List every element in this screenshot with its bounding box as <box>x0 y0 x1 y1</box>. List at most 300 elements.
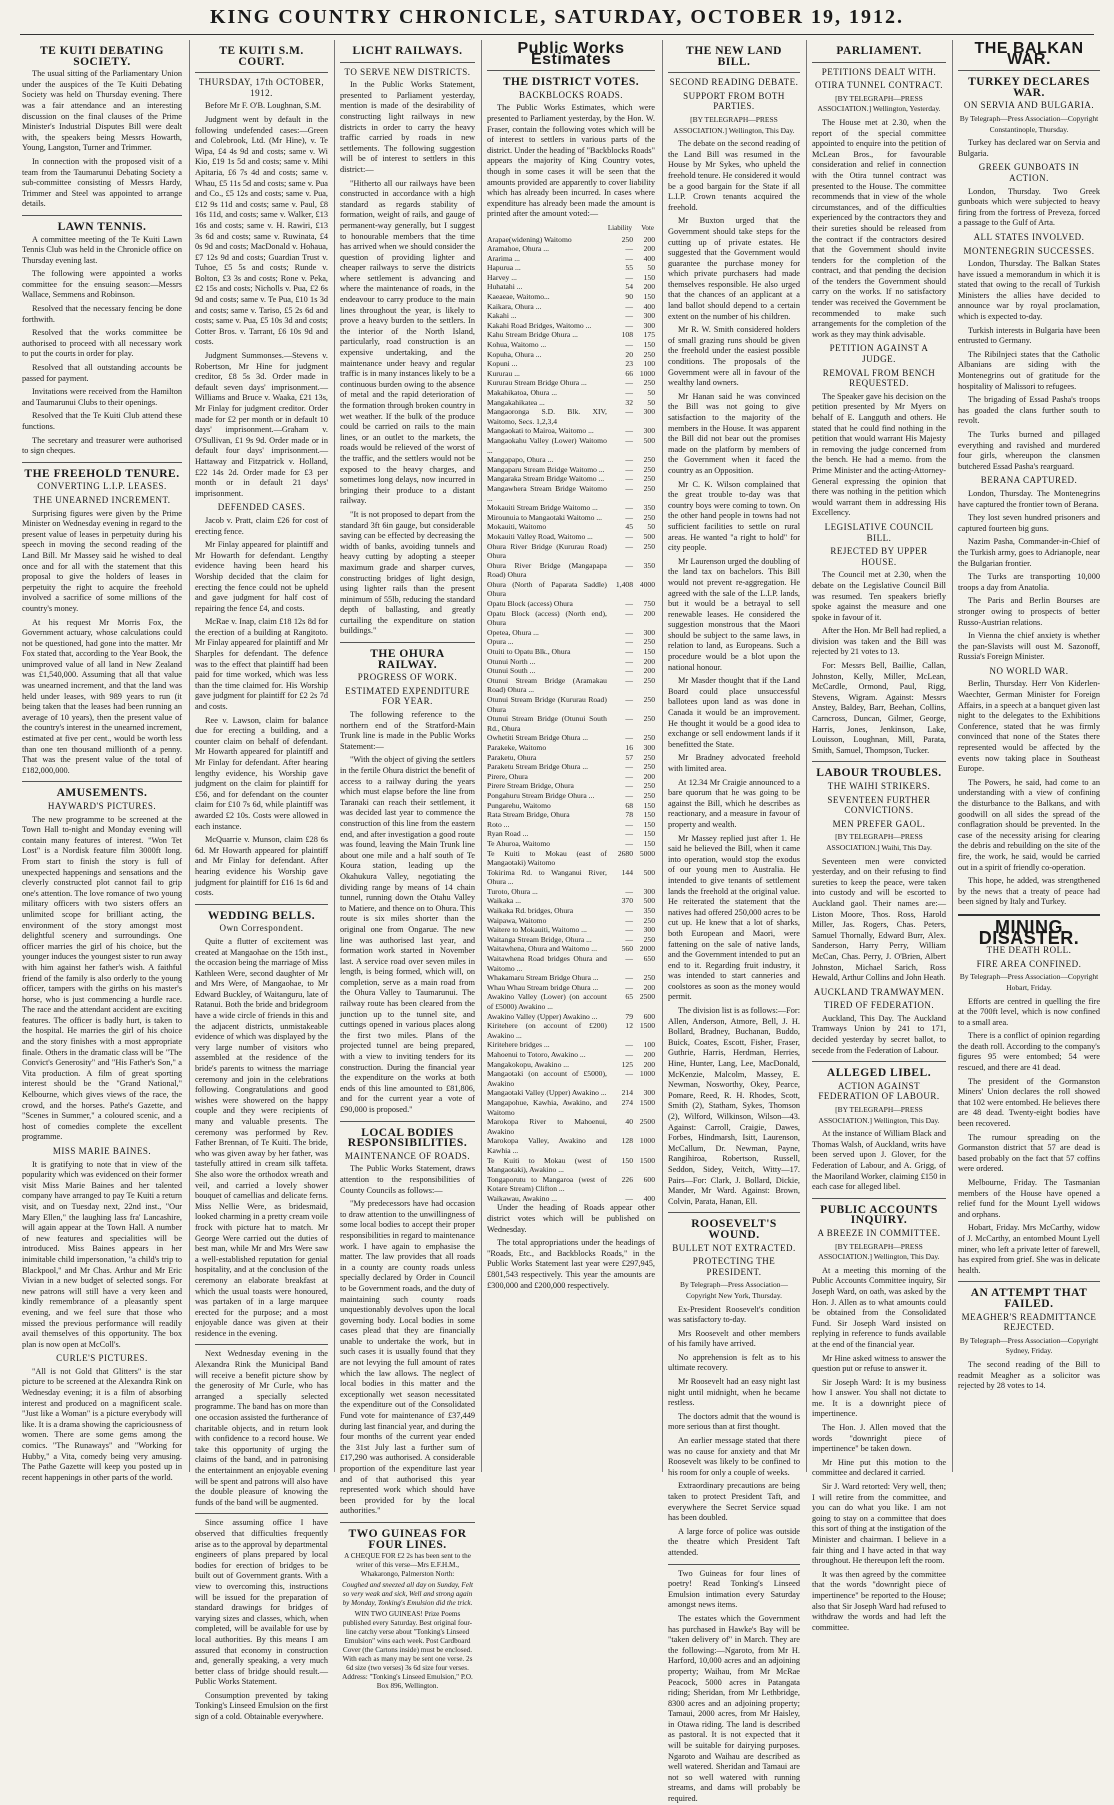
item-liability: — <box>625 301 633 311</box>
table-row <box>487 388 655 398</box>
table-row <box>487 1069 655 1088</box>
item-liability: 66 <box>625 368 633 378</box>
item-vote: 200 <box>643 608 655 618</box>
item-name: Kakahi Road Bridges, Waitomo ... <box>487 320 592 330</box>
estimates-body <box>487 235 655 1204</box>
item-liability: — <box>625 954 633 964</box>
item-liability: — <box>625 512 633 522</box>
headline: ALLEGED LIBEL. <box>826 1067 932 1080</box>
divider <box>487 70 655 71</box>
subheadline: CONVERTING L.I.P. LEASES. <box>37 481 167 492</box>
headline: WEDDING BELLS. <box>207 909 316 922</box>
paragraph: In the Public Works Statement, presented to Parliament yesterday, mention is made of the desirability of constructing light railways in new districts in order to carry the heavy traffic carried by roads in new settlements. The following suggestion will be of interest to settlers in this district:— <box>340 80 475 174</box>
item-name: Marokopa Valley, Awakino and Kawhia ... <box>487 1136 607 1155</box>
item-liability: — <box>625 378 633 388</box>
item-vote: 200 <box>643 282 655 292</box>
item-vote: 150 <box>643 272 655 282</box>
paragraph: The debate on the second reading of the Land Bill was resumed in the House by Mr Sykes, who upheld the freehold tenure. He considered it would be a good bargain for the State if all L.I.P. Crown tenants acquired the freehold. <box>668 139 800 212</box>
paragraph: Surprising figures were given by the Prime Minister on Wednesday evening in regard to the present value of leases in perpetuity during his speech in moving the second reading of the Land Bill. Mr Massey said he wished to deal once and for all with the statement that this proposal to give the holders of leases in perpetuity the right to acquire the freehold involved a sacrifice of some millions of the country's money. <box>22 508 182 613</box>
item-liability: — <box>625 541 633 551</box>
paragraph: No apprehension is felt as to his ultimate recovery. <box>668 1352 800 1373</box>
item-name: Marokopa River to Mahoenui, Awakino <box>487 1117 607 1136</box>
subheadline: NO WORLD WAR. <box>989 665 1069 676</box>
paragraph: A committee meeting of the Te Kuiti Lawn Tennis Club was held in the Chronicle office on Thursday evening last. <box>22 234 182 265</box>
item-liability: 68 <box>625 800 633 810</box>
item-vote: 200 <box>643 1059 655 1069</box>
divider <box>812 761 946 762</box>
item-vote: 150 <box>643 819 655 829</box>
item-vote: 50 <box>647 388 655 397</box>
divider <box>195 1513 328 1514</box>
paragraph: Extraordinary precautions are being taken to protect President Taft, and everywhere the Secret Service squad has been doubled. <box>668 1481 800 1523</box>
item-vote: 400 <box>643 301 655 311</box>
table-row <box>487 522 655 532</box>
estimates-table <box>487 223 655 1204</box>
item-vote: 200 <box>643 771 655 781</box>
item-liability: — <box>625 503 633 513</box>
table-row <box>487 599 655 609</box>
item-name: Kururau ... <box>487 368 520 378</box>
item-name: Mangaraka Stream Bridge Waitomo ... <box>487 474 605 484</box>
item-name: Otunui Stream Bridge (Aramakau Road) Ohura ... <box>487 675 607 695</box>
byline: By Telegraph—Press Association—Copyright Sydney, Friday. <box>959 1335 1099 1356</box>
paragraph: The Turks burned and pillaged everything and ravished and murdered four girls, whereupon the clansmen butchered Essad Pasha's rearguard. <box>958 430 1100 471</box>
column-3 <box>340 40 476 1691</box>
advert-text: A CHEQUE FOR £2 2s has been sent to the writer of this verse—Mrs E.F.H.M., Whakarongo, Palmerston North: <box>344 1552 471 1579</box>
paragraph: "All is not Gold that Glitters" is the star picture to be screened at the Alexandra Rink on Wednesday evening; it is a film of absorbing interest and produced on a magnificent scale. "Just like a Woman" is a picture everybody will like. It is a drama showing the capriciousness of women. There are some gems among the comics. "The Runaways" and "Working for Hubby," a Vita, comedy being very amusing. The Pathe Gazette will keep you posted up in recent happenings in other parts of the world. <box>22 1366 182 1482</box>
table-row <box>487 244 655 254</box>
table-row <box>487 657 655 667</box>
column-7 <box>958 40 1100 1474</box>
item-name: Otunui Stream Bridge (Kururau Road) Ohura <box>487 695 607 714</box>
item-vote: 150 <box>643 810 655 820</box>
subheadline: PETITIONS DEALT WITH. <box>821 66 937 77</box>
item-vote: 200 <box>643 1049 655 1059</box>
headline: THE NEW LAND BILL. <box>686 45 782 68</box>
item-liability: 20 <box>625 349 633 359</box>
item-name: Otunui South ... <box>487 666 536 676</box>
item-liability: — <box>625 666 633 676</box>
subheadline: PETITION AGAINST A JUDGE. <box>829 343 929 365</box>
item-vote: 5000 <box>639 848 655 858</box>
item-liability: — <box>625 1049 633 1059</box>
column-4 <box>487 40 655 1474</box>
item-vote: 150 <box>643 838 655 848</box>
paragraph: Quite a flutter of excitement was created at Mangaohae on the 15th inst., the occasion being the marriage of Miss Kathleen Were, second daughter of Mr and Mrs Were, of Mangaohae, to Mr Edward Buckley, of Waitanguru, late of Ratanui. Both the bride and bridegroom have a wide circle of friends in this and the adjacent districts, unmistakeable evidence of which was displayed by the very large number of visitors who assembled at the residence of the bride's parents to witness the marriage ceremony and join in the celebrations following. Congratulations and good wishes were showered on the happy couple and they were recipients of many and valuable presents. The ceremony was performed by Rev. Father Brennan, of Te Kuiti. The bride, who was given away by her father, was tastefully attired in cream silk taffeta. She also wore the orthodox wreath and veil, and carried a lovely shower bouquet of camellias and delicate ferns. Miss Nellie Were, as bridesmaid, looked charming in a pretty cream voile frock with picture hat to match. Mr George Were carried out the duties of best man, while Mr and Mrs Were saw a well-established reputation for genial hospitality, and at the conclusion of the ceremony an elaborate breakfast at which the usual toasts were honoured, was partaken of in a large marquee erected for the purpose; and a most enjoyable dance was given at their residence in the evening. <box>195 936 328 1338</box>
item-vote: 300 <box>643 1088 655 1098</box>
headline: THE FREEHOLD TENURE. <box>24 467 180 480</box>
table-row <box>487 580 655 599</box>
item-vote: 2000 <box>639 944 655 954</box>
paragraph: Mr Buxton urged that the Government should take steps for the cutting up of private estates. He suggested that the Government would guarantee the purchase money for which private purchasers had made themselves responsible. He also urged that the chances of an applicant at a land ballot should depend to a certain extent on the number of his children. <box>668 216 800 321</box>
subheadline: CURLE'S PICTURES. <box>56 1353 148 1364</box>
table-row <box>487 733 655 743</box>
item-name: Waitanga Stream Bridge, Ohura ... <box>487 934 592 944</box>
paragraph: At the instance of William Black and Thomas Walsh, of Auckland, writs have been served upon J. Glover, for the Federation of Labour, and A. Grigg, of the Maoriland Worker, claiming £150 in each case for alleged libel. <box>812 1129 946 1192</box>
item-vote: 100 <box>643 1040 655 1050</box>
table-row <box>487 944 655 954</box>
paragraph: Efforts are centred in quelling the fire at the 700ft level, which is now confined to a small area. <box>958 996 1100 1027</box>
divider <box>340 1522 475 1523</box>
item-vote: 500 <box>643 531 655 541</box>
table-row <box>487 465 655 475</box>
item-vote: 250 <box>643 512 655 522</box>
item-liability: — <box>625 531 633 541</box>
table-row <box>487 973 655 983</box>
subheadline: MAINTENANCE OF ROADS. <box>344 1150 471 1161</box>
item-liability: 78 <box>625 810 633 820</box>
item-name: Parakeke, Waitomo <box>487 742 547 752</box>
table-row <box>487 302 655 312</box>
item-name: Kakahi ... <box>487 311 517 321</box>
item-name: Paraketu, Ohura <box>487 752 537 762</box>
table-row <box>487 455 655 465</box>
divider <box>340 1121 475 1122</box>
table-row <box>487 868 655 887</box>
table-row <box>487 1156 655 1175</box>
paragraph: Hobart, Friday. Mrs McCarthy, widow of J. McCarthy, an entombed Mount Lyell miner, who left a private letter of farewell, has expired from grief. She was in delicate health. <box>958 1223 1100 1275</box>
item-name: Opetea, Ohura ... <box>487 627 539 637</box>
item-name: Opura ... <box>487 637 514 647</box>
item-vote: 300 <box>643 311 655 321</box>
table-row <box>487 666 655 676</box>
item-vote: 200 <box>643 244 655 254</box>
item-liability: 57 <box>625 752 633 762</box>
headline: TE KUITI DEBATING SOCIETY. <box>40 45 164 68</box>
divider <box>195 904 328 905</box>
column-1 <box>22 40 182 1482</box>
item-vote: 300 <box>643 886 655 896</box>
table-row <box>487 695 655 714</box>
subheadline: MONTENEGRIN SUCCESSES. <box>963 245 1095 256</box>
item-liability: 128 <box>621 1136 633 1146</box>
paragraph: Mr Roosevelt had an easy night last night until midnight, when he became restless. <box>668 1377 800 1408</box>
divider <box>668 72 800 73</box>
item-name: Kohua, Waitomo ... <box>487 340 547 350</box>
item-vote: 250 <box>643 733 655 743</box>
item-vote: 2500 <box>639 1117 655 1127</box>
paragraph: Berlin, Thursday. Herr Von Kiderlen-Waechter, German Minister for Foreign Affairs, in a speech at a banquet given last night to the delegates to the Exhibitions Conference, stated that he was firmly convinced that none of the States there represented would be affected by the events now taking place in Southeast Europe. <box>958 679 1100 774</box>
paragraph: Mr Bradney advocated freehold with limited area. <box>668 753 800 773</box>
table-row <box>487 1050 655 1060</box>
item-vote: 250 <box>643 781 655 791</box>
item-vote: 350 <box>643 503 655 513</box>
item-name: Owhetiti Stream Bridge Ohura ... <box>487 733 589 743</box>
paragraph: The Public Works Estimates, which were presented to Parliament yesterday, by the Hon. W. Fraser, contain the following votes which will be of interest to settlers in various parts of the district. Under the heading of "Backblocks Roads" appears the majority of King Country votes, though in some cases it will be seen that the amounts provided are apparently to cover liability which has already been incurred. In cases where expenditure has already been made the amount is printed after the amount voted:— <box>487 103 655 219</box>
paragraph: "My predecessors have had occasion to draw attention to the unwillingness of some local bodies to accept their proper responsibilities in regard to maintenance work. I have again to emphasise the matter. The law provides that all roads in a county are county roads unless specially declared by Order in Council to be Government roads, and the duty of maintaining such county roads unquestionably devolves upon the local governing body. Local bodies in some cases plead that they are financially unable to undertake the work, but in such cases it is usually found that they are not levying the full amount of rates which the law allows. The neglect of local bodies in this matter and the exceptionally wet season necessitated the expenditure out of the Consolidated Fund vote for maintenance of £37,449 during last financial year, and during the four months of the current year ended the 31st July last a further sum of £17,290 was authorised. A considerable proportion of the expenditure last year and of that authorised this year represented work which should have been provided for by the local authorities." <box>340 1199 475 1516</box>
paragraph: Resolved that all outstanding accounts be passed for payment. <box>22 363 182 383</box>
subheadline: REJECTED BY UPPER HOUSE. <box>830 546 928 567</box>
table-row <box>487 647 655 657</box>
item-vote: 500 <box>643 435 655 445</box>
subheadline: MEAGHER'S READMITTANCE REJECTED. <box>961 1311 1097 1333</box>
item-name: Aramahoe, Ohura ... <box>487 244 549 254</box>
table-row <box>487 340 655 350</box>
item-liability: — <box>625 647 633 657</box>
item-vote: 600 <box>643 1174 655 1184</box>
subheadline: LEGISLATIVE COUNCIL BILL. <box>824 521 934 543</box>
byline: By Telegraph—Press Association—Copyright New York, Thursday. <box>679 1280 789 1300</box>
item-liability: 16 <box>625 742 633 752</box>
paragraph: An earlier message stated that there was no cause for anxiety and that Mr Roosevelt was likely to be confined to his room for only a couple of weeks. <box>668 1436 800 1477</box>
item-name: Mangaokahu Valley (Lower) Waitomo ... <box>487 435 607 455</box>
item-liability: — <box>625 474 633 484</box>
item-name: Pongahuru Stream Bridge Ohura ... <box>487 790 595 800</box>
item-name: Opatu Block (access) (North end), Ohura <box>487 608 607 628</box>
item-name: Kopuha, Ohura ... <box>487 349 542 359</box>
item-liability: 23 <box>625 359 633 369</box>
table-row <box>487 426 655 436</box>
paragraph: Turkish interests in Bulgaria have been entrusted to Germany. <box>958 325 1100 346</box>
table-row <box>487 762 655 772</box>
subheadline: FIRE AREA CONFINED. <box>976 958 1082 969</box>
headline: LICHT RAILWAYS. <box>352 45 463 57</box>
table-row <box>487 282 655 292</box>
item-name: Pungarehu, Waitomo <box>487 800 551 810</box>
item-liability: — <box>625 637 633 647</box>
paragraph: Seventeen men were convicted yesterday, and on their refusing to find sureties to keep the peace, were taken into custody and will be escorted to Auckland gaol. Their names are:—Liston Moore, Thos. Ross, Harold Miller, Jas. Rogers, Chas. Peters, Samuel Thornally, Edward Burr, Alex. Sanderson, Harry Perry, William McCan, Chas. Perry, J. O'Brien, Albert Johnston, Michael Sarich, Ross Hewald, Arthur Collins and John Heath. <box>812 856 946 983</box>
masthead: KING COUNTRY CHRONICLE, SATURDAY, OCTOBER 19, 1912. <box>210 6 904 28</box>
table-row <box>487 407 655 426</box>
paragraph: Ex-President Roosevelt's condition was satisfactory to-day. <box>668 1304 800 1325</box>
item-vote: 1000 <box>639 1069 655 1079</box>
item-name: Huhatahi ... <box>487 282 523 292</box>
item-vote: 1500 <box>639 1155 655 1165</box>
item-vote: 4000 <box>639 579 655 589</box>
item-vote: 500 <box>643 896 655 906</box>
item-name: Waipawa, Waitomo <box>487 915 547 925</box>
item-liability: 370 <box>621 896 633 906</box>
paragraph: Judgment Summonses.—Stevens v. Robertson, Mr Hine for judgment creditor, £8 5s 3d. Order made in default seven days' imprisonment.—Williams and Bruce v. Waaka, £21 13s, Mr Finlay for judgment creditor. Order made for £2 per month or in default 10 days' imprisonment.—Graham v. O'Sullivan, £1 9s 9d. Order made or in default four days' imprisonment.—Hattaway and Fitzpatrick v. Holland, £22 14s 2d. Order made for £3 per month or in default 21 days' imprisonment. <box>195 351 328 498</box>
table-row <box>487 753 655 763</box>
table-row <box>487 839 655 849</box>
item-name: Mangaokati to Mairoa, Waitomo ... <box>487 426 594 436</box>
table-row <box>487 398 655 408</box>
paragraph: Resolved that the necessary fencing be done forthwith. <box>22 304 182 324</box>
item-liability: 55 <box>625 263 633 273</box>
item-vote: 150 <box>643 647 655 657</box>
item-name: Ararima ... <box>487 253 520 263</box>
table-row <box>487 609 655 628</box>
item-name: Otunui Stream Bridge (Otunui South Rd., Ohura <box>487 714 607 733</box>
item-name: Ohura (North of Paparata Saddle) Ohura <box>487 579 607 599</box>
table-row <box>487 992 655 1011</box>
column-5 <box>668 40 800 1804</box>
divider <box>668 1564 800 1565</box>
table-row <box>487 359 655 369</box>
item-vote: 250 <box>643 349 655 359</box>
item-vote: 1000 <box>639 368 655 378</box>
item-liability: 226 <box>621 1174 633 1184</box>
item-liability: — <box>625 599 633 609</box>
headline: PARLIAMENT. <box>836 45 922 57</box>
byline: By Telegraph—Press Association—Copyright Constantinople, Thursday. <box>959 113 1099 134</box>
masthead-rule <box>20 34 1094 35</box>
paragraph: It is gratifying to note that in view of the popularity which was evidenced on their former visit Miss Marie Baines and her talented company have arranged to pay Te Kuiti a return visit, and on Tuesday next, 22nd inst., "Our Mary Ellen," the laughing lass fra' Lancashire, will again appear at the Town Hall. A number of new features and specialities will be introduced. Miss Baines appears in her inimitable child impersonation, "a child's trip to Blackpool," and Mr Chas. Arthur and Mr Eric Vivian in a new budget of selected songs. For new patrons will still have a very keen and kindly remembrance of a pleasantly spent evening, and we feel sure that those who missed the previous performance will readily avail themselves of this opportunity. The box plan is now open at McColl's. <box>22 1159 182 1349</box>
item-liability: — <box>625 829 633 839</box>
item-liability: — <box>625 320 633 330</box>
item-name: Mokauiti Stream Bridge Waitomo ... <box>487 503 598 513</box>
byline: [BY TELEGRAPH—PRESS ASSOCIATION.] Wellington, This Day. <box>818 1105 940 1125</box>
item-name: Waitawhena, Ohura and Waitomo ... <box>487 944 597 954</box>
divider <box>958 70 1100 71</box>
table-row <box>487 896 655 906</box>
item-liability: — <box>625 407 633 417</box>
item-liability: — <box>625 915 633 925</box>
item-vote: 750 <box>643 599 655 609</box>
table-row <box>487 801 655 811</box>
headline: TURKEY DECLARES WAR. <box>968 76 1090 99</box>
paragraph: The usual sitting of the Parliamentary Union under the auspices of the Te Kuiti Debating Society was held on Thursday evening. There was a fair attendance and an interesting discussion on the final clauses of the Prime Minister's Industrial Disputes Bill were dealt with, the speakers being Messrs Howarth, Young, Langston, Turner and Trimmer. <box>22 69 182 153</box>
headline: Public Works Estimates <box>517 40 625 68</box>
paragraph: Mr Massey replied just after 1. He said he believed the Bill, when it came into operation, would stop the exodus of our young men to Australia. He intended to give tenants of settlement lands the freehold at the original value. He reiterated the statement that the natives had offered 250,000 acres to be cut up. He knew that a lot of sharks, both European and Maori, were fattening on the sale of native lands, and the Government intended to put an end to it. Regarding fruit industry, it was intended to start canneries and coolstores as soon as the money would permit. <box>668 833 800 1002</box>
item-liability: — <box>625 388 633 397</box>
paragraph: Mr Masder thought that if the Land Board could place unsuccessful ballotees upon land as was done in Canada it would be an improvement. He thought it would be a good idea to exchange or sell endowment lands if it benefitted the State. <box>668 676 800 749</box>
table-row <box>487 369 655 379</box>
paragraph: At a meeting this morning of the Public Accounts Committee inquiry, Sir Joseph Ward, on oath, was asked by the Hon. J. Allen as to what amounts could be obtained from the Consolidated Fund. Sir Joseph Ward insisted on replying in reference to funds available at the end of the financial year. <box>812 1265 946 1349</box>
paragraph: At 12.34 Mr Craigie announced to a bare quorum that he was going to be against the Bill, which he describes as reactionary, and a measure in favour of property and wealth. <box>668 777 800 829</box>
paragraph: Nazim Pasha, Commander-in-Chief of the Turkish army, goes to Adrianople, near the Bulgarian frontier. <box>958 537 1100 568</box>
item-vote: 400 <box>643 1193 655 1203</box>
paragraph: Mr Hine put this motion to the committee and declared it carried. <box>812 1457 946 1478</box>
item-vote: 1500 <box>639 1021 655 1031</box>
table-row <box>487 781 655 791</box>
paragraph: Mr Hine asked witness to answer the question put or refuse to answer it. <box>812 1353 946 1374</box>
item-vote: 200 <box>643 666 655 676</box>
item-vote: 250 <box>643 790 655 800</box>
item-name: Kahu Stream Bridge Ohura ... <box>487 330 578 340</box>
item-vote: 250 <box>643 637 655 647</box>
table-row <box>487 273 655 283</box>
paragraph: It was then agreed by the committee that the words "downright piece of impertinence" be reported to the House; also that Sir Joseph Ward had refused to withdraw the words and had left the committee. <box>812 1569 946 1632</box>
paragraph: Mr Finlay appeared for plaintiff and Mr Howarth for defendant. Lengthy evidence having been heard his Worship decided that the claim for erecting the fence could not be upheld and gave judgment for half cost of repairing the fence £4, and costs. <box>195 540 328 613</box>
paragraph: Sir Joseph Ward: It is my business how I answer. You shall not dictate to me. It is a downright piece of impertinence. <box>812 1377 946 1419</box>
column-rule <box>481 40 482 1472</box>
headline: TWO GUINEAS FOR FOUR LINES. <box>348 1527 467 1551</box>
item-vote: 250 <box>643 464 655 474</box>
paragraph: In connection with the proposed visit of a team from the Taumarunui Debating Society a sub-committee consisting of Messrs Hardy, Trimmer and Steel was appointed to arrange details. <box>22 156 182 209</box>
item-name: Pirere, Ohura <box>487 771 528 781</box>
paragraph: A large force of police was outside the theatre which President Taft attended. <box>668 1526 800 1557</box>
paragraph: McRae v. Inap, claim £18 12s 8d for the erection of a building at Rangitoto. Mr Finlay appeared for plaintiff and Mr Sharples for defendant. The defence was to the effect that plaintiff had been paid for time worked, which was less than the time claimed for. His Worship gave judgment for plaintiff for £2 2s 7d and costs. <box>195 617 328 712</box>
item-liability: — <box>625 627 633 637</box>
item-liability: — <box>625 464 633 474</box>
item-name: Te Kuiti to Mokau (west of Mangaotaki), Awakino ... <box>487 1155 607 1175</box>
item-name: Tongaporutu to Mangaroa (west of Kotare Stream) Clifton ... <box>487 1174 607 1194</box>
paragraph: The Powers, he said, had come to an understanding with a view of confining the disturbance to the Balkans, and with goodwill on all sides the spread of the conflagration should be prevented. In the case of the necessity arising for clearing the debris and rebuilding on the site of the fire, the work, he said, would be carried out in a spirit of friendly co-operation. <box>958 777 1100 872</box>
subheadline: BACKBLOCKS ROADS. <box>518 89 624 100</box>
paragraph: There is a conflict of opinion regarding the death roll. According to the company's figures 95 were entombed; 54 were rescued, and there are 41 dead. <box>958 1031 1100 1073</box>
table-row <box>487 503 655 513</box>
paragraph: Mr Hanan said he was convinced the Bill was not going to give satisfaction to the majority of the members in the House. It was apparent the Bill did not bear out the promises made on the platform by members of the Government when it faced the country as an Opposition. <box>668 391 800 475</box>
paragraph: Mrs Roosevelt and other members of his family have arrived. <box>668 1328 800 1349</box>
table-row <box>487 935 655 945</box>
paragraph: Jacob v. Pratt, claim £26 for cost of erecting fence. <box>195 515 328 536</box>
subheadline: MISS MARIE BAINES. <box>52 1146 152 1156</box>
paragraph: The Ribilnjeci states that the Catholic Albanians are siding with the Montenegrins out of gratitude for the hospitality of Malissori to refugees. <box>958 349 1100 391</box>
item-liability: — <box>625 973 633 983</box>
divider <box>812 1198 946 1199</box>
divider <box>812 1061 946 1062</box>
item-name: Kopuni ... <box>487 359 518 369</box>
paragraph: At his request Mr Morris Fox, the Government actuary, whose calculations could not be questioned, had gone into the matter. Mr Fox stated that, according to the Year Book, the unimproved value of all land in New Zealand was £1,540,000. Assuming that all that value was unearned increment, and that the land was held under leases, with 989 years to run (it being taken that the leases had been running an average of 10 years), then the present value of the country's interest in the unearned increment, estimated at five per cent., would be worth less than one ten thousand millionth of a penny. That was the present value of the total of £182,000,000. <box>22 617 182 775</box>
subheadline: OTIRA TUNNEL CONTRACT. <box>814 80 944 91</box>
table-row <box>487 1040 655 1050</box>
item-liability: 12 <box>625 1021 633 1031</box>
subheadline: TO SERVE NEW DISTRICTS. <box>344 66 471 77</box>
table-row <box>487 849 655 868</box>
paragraph: The total appropriations under the headings of "Roads, Etc., and Backblocks Roads," in the Public Works Statement last year were £297,945, £801,543 respectively. This year the amounts are £300,000 and £200,000 respectively. <box>487 1238 655 1290</box>
table-row <box>487 810 655 820</box>
subheadline: ALL STATES INVOLVED. <box>973 231 1085 242</box>
item-liability: — <box>625 560 633 570</box>
table-row <box>487 350 655 360</box>
item-name: Harvey ... <box>487 272 517 282</box>
paragraph: After the Hon. Mr Bell had replied, a division was taken and the Bill was rejected by 21 votes to 13. <box>812 626 946 657</box>
paragraph: The brigading of Essad Pasha's troops has goaded the clans further south to revolt. <box>958 395 1100 426</box>
table-row <box>487 820 655 830</box>
table-row <box>487 513 655 523</box>
paragraph: London, Thursday. The Montenegrins have captured the frontier town of Berana. <box>958 488 1100 509</box>
headline: THE OHURA RAILWAY. <box>370 648 445 671</box>
item-liability: — <box>625 934 633 944</box>
item-vote: 150 <box>643 340 655 350</box>
item-liability: 90 <box>625 292 633 302</box>
item-liability: 54 <box>625 282 633 292</box>
item-name: Awakino Valley (Lower) (on account of £5000) Awakino ... <box>487 992 607 1011</box>
subheadline: THE UNEARNED INCREMENT. <box>33 494 171 505</box>
paragraph: The estates which the Government has purchased in Hawke's Bay will be "taken delivery of" in March. They are the following:—Ngaroto, from Mr H. Harford, 10,000 acres and an adjoining property; Waihau, from Mr McRae Peacock, 5000 acres in Patangata riding; Sheridan, from Mr Lethbridge, 8300 acres and an adjoining property; Tamaui, 2000 acres, from Mr Haisley, in Otawa riding. The land is described as pastoral. It is not expected that it will be suitable for dairying purposes. Ngaroto and Waihau are described as well watered. Sheridan and Tamaui are not so well watered with running streams, and dams will probably be required. <box>668 1613 800 1804</box>
item-vote: 250 <box>643 474 655 484</box>
paragraph: Ree v. Lawson, claim for balance due for erecting a building, and a counter claim on behalf of defendant. Mr Howarth appeared for plaintiff and Mr Finlay for defendant. After hearing lengthy evidence, his Worship gave judgment on the claim for plaintiff for £56, and for defendant on the counter claim for £10 7s 6d, while plaintiff was awarded £2 10s. Costs were allowed in each instance. <box>195 715 328 831</box>
divider <box>195 72 328 73</box>
paragraph: The president of the Gormanston Miners' Union declares the roll showed that 102 were entombed. He believes there are 48 dead. Twenty-eight bodies have been recovered. <box>958 1076 1100 1129</box>
item-name: Mangaotaki (on account of £5000), Awakino <box>487 1069 607 1088</box>
headline: TE KUITI S.M. COURT. <box>219 45 304 68</box>
item-vote: 250 <box>643 762 655 772</box>
table-row <box>487 292 655 302</box>
column-6 <box>812 40 946 1632</box>
item-vote: 300 <box>643 742 655 752</box>
item-name: Arapae(widening) Waitomo <box>487 234 572 244</box>
item-liability: 274 <box>621 1097 633 1107</box>
item-name: Te Kuiti to Mokau (east of Mangaotaki) Waitomo <box>487 848 607 868</box>
item-vote: 175 <box>643 330 655 340</box>
item-name: Paraketu Stream Bridge Ohura ... <box>487 762 589 772</box>
item-vote: 250 <box>643 541 655 551</box>
item-liability: — <box>625 253 633 263</box>
table-row <box>487 887 655 897</box>
item-name: Mangapapo, Ohura ... <box>487 455 554 465</box>
item-vote: 400 <box>643 253 655 263</box>
subheadline: SECOND READING DEBATE. <box>669 77 799 88</box>
paragraph: Judgment went by default in the following undefended cases:—Green and Colebrook, Ltd. (Mr Hine), v. Te Wipa, £4 4s 9d and costs; same v. Wi Kio, £19 1s 5d and costs; same v. Mihi Apitaria, £6 7s 4d and costs; same v. Whau, £5 11s 5d and costs; same v. Pua and Co., £5 12s and costs; same v. Pua, £12 9s 11d and costs; same v. Paul, £8 16s 11d, and costs; same v. Walker, £13 16s and costs; same v. H. Rawiri, £13 3s 6d and costs; same v. Ruwinata, £4 0s 9d and costs; MacDonald v. Hohaua, £7 12s 9d and costs; Guardian Trust v. Tuhoe, £5 5s and costs; Runde v. Bolton, £3 3s and costs; Rone v. Peka, £2 15s and costs; Nicholls v. Pua, £2 6s 9d and costs; same v. Te Pua, £10 1s 3d and costs; same v. Tariso, £5 2s 6d and costs; same v. Pua, £5 10s 3d and costs; Cotter Bros. v. Tarrant, £6 10s 9d and costs. <box>195 114 328 347</box>
item-liability: — <box>625 675 633 685</box>
table-row <box>487 1060 655 1070</box>
item-vote: 300 <box>643 320 655 330</box>
table-row <box>487 954 655 973</box>
subheadline: ESTIMATED EXPENDITURE FOR YEAR. <box>345 685 470 707</box>
item-liability: — <box>625 244 633 254</box>
subheadline: PROTECTING THE PRESIDENT. <box>692 1256 776 1277</box>
item-liability: 1,408 <box>615 579 633 589</box>
table-row <box>487 1136 655 1155</box>
column-2 <box>195 40 328 1722</box>
paragraph: Melbourne, Friday. The Tasmanian members of the House have opened a relief fund for the Mount Lyell widows and orphans. <box>958 1178 1100 1219</box>
column-header: Vote <box>641 223 654 232</box>
item-liability: — <box>625 695 633 704</box>
table-row <box>487 829 655 839</box>
